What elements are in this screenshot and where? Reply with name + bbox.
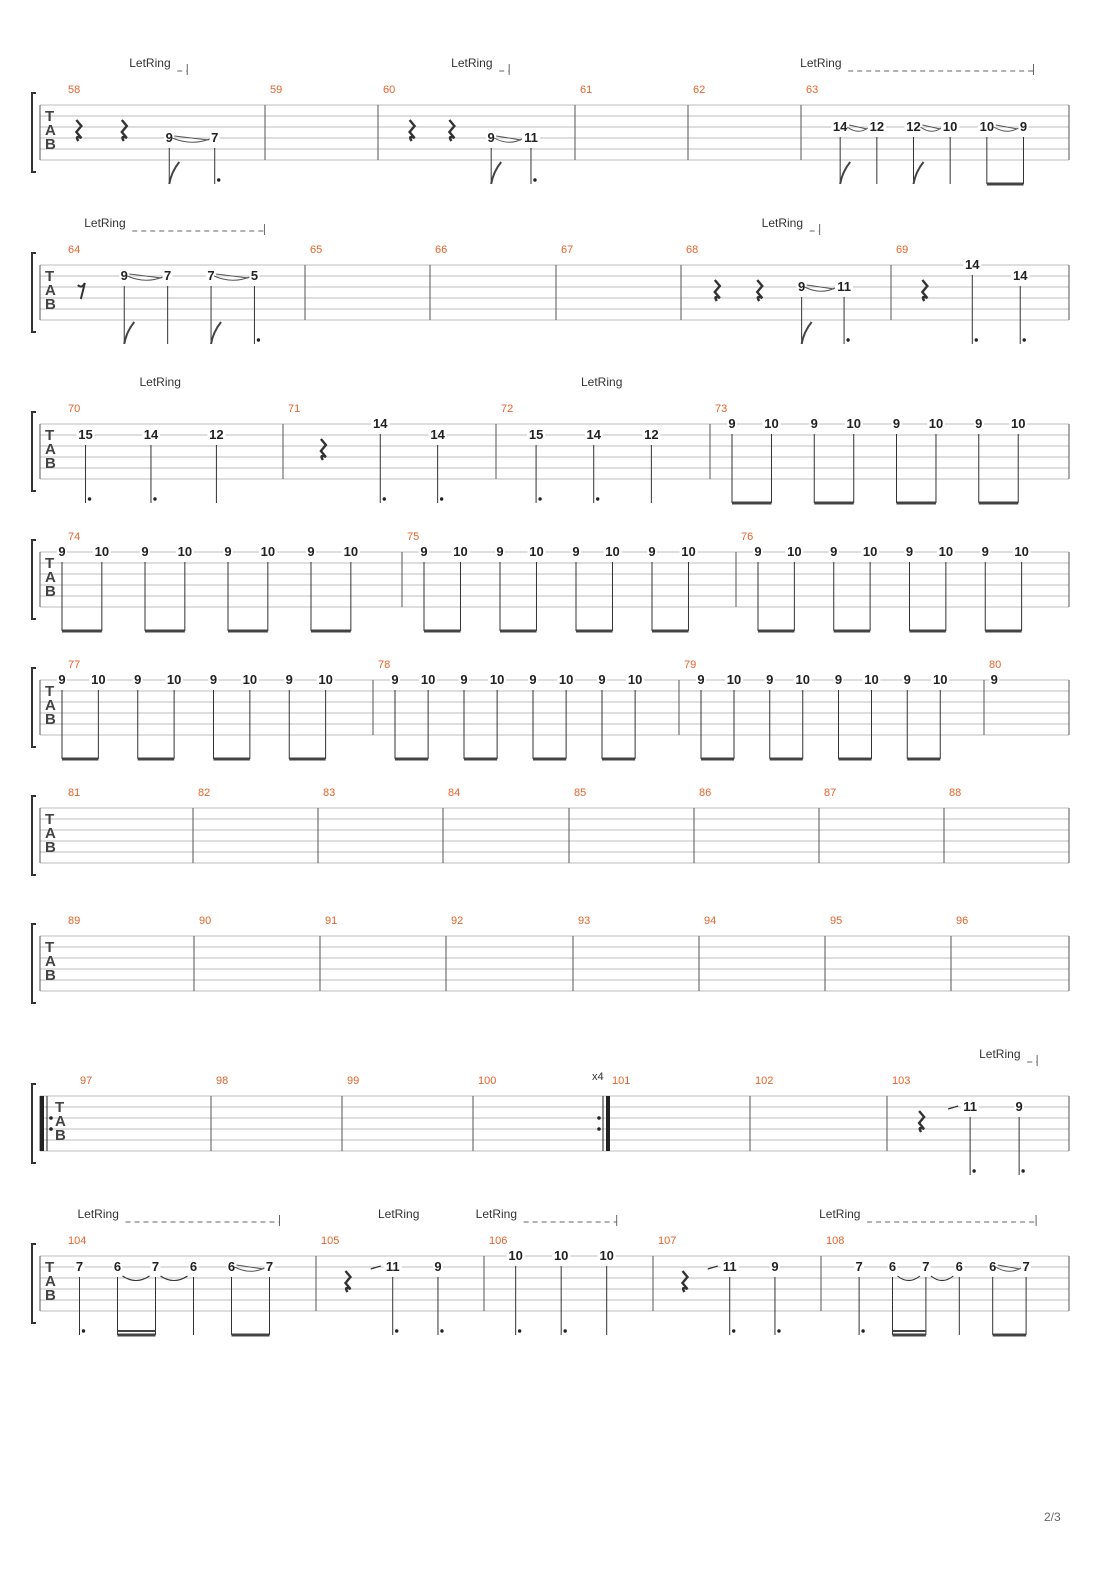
slide-arc	[921, 127, 942, 131]
tab-clef-letter: T	[45, 1259, 55, 1276]
fret-number: 7	[922, 1259, 930, 1274]
tab-clef-letter: T	[45, 939, 55, 956]
duration-dot	[861, 1329, 864, 1332]
tab-clef-letter: T	[45, 683, 55, 700]
tab-clef-letter: B	[45, 1287, 56, 1304]
eighth-flag	[169, 162, 179, 184]
duration-dot	[153, 497, 156, 500]
duration-dot	[440, 497, 443, 500]
fret-number: 9	[766, 672, 774, 687]
fret-number: 10	[242, 672, 258, 687]
measure-number: 81	[68, 787, 81, 799]
fret-number: 9	[830, 544, 838, 559]
duration-dot	[82, 1329, 85, 1332]
fret-number: 9	[598, 672, 606, 687]
measure-number: 75	[407, 531, 420, 543]
fret-number: 12	[209, 427, 224, 442]
fret-number: 6	[989, 1259, 997, 1274]
fret-number: 9	[990, 672, 998, 687]
system-bracket	[32, 796, 36, 875]
fret-number: 14	[373, 416, 388, 431]
tab-clef-letter: A	[45, 122, 56, 139]
fret-number: 10	[764, 416, 779, 431]
quarter-rest	[757, 280, 762, 301]
fret-number: 10	[928, 416, 944, 431]
fret-number: 6	[888, 1259, 897, 1274]
duration-dot	[217, 178, 220, 181]
fret-number: 11	[524, 130, 538, 145]
fret-number: 9	[981, 544, 989, 559]
fret-number: 9	[134, 672, 142, 687]
duration-dot	[395, 1329, 398, 1332]
fret-number: 10	[508, 1248, 523, 1263]
fret-number: 9	[58, 672, 66, 687]
repeat-dot	[49, 1116, 53, 1120]
letring-label: LetRing	[581, 375, 623, 389]
fret-number: 14	[832, 119, 848, 134]
fret-number: 9	[120, 268, 128, 283]
fret-number: 10	[343, 544, 359, 559]
fret-number: 6	[955, 1259, 963, 1274]
quarter-rest	[122, 120, 127, 141]
fret-number: 10	[938, 544, 954, 559]
fret-number: 10	[529, 544, 544, 559]
measure-number: 84	[448, 787, 461, 799]
measure-number: 78	[378, 659, 391, 671]
eighth-rest	[78, 283, 85, 299]
fret-number: 10	[558, 672, 574, 687]
measure-number: 82	[198, 787, 211, 799]
slide-arc	[494, 138, 522, 142]
measure-number: 86	[699, 787, 712, 799]
fret-number: 9	[529, 672, 537, 687]
letring-label: LetRing	[451, 56, 493, 70]
fret-number: 10	[453, 544, 468, 559]
measure-number: 88	[949, 787, 962, 799]
fret-number: 9	[434, 1259, 442, 1274]
tab-clef-letter: A	[55, 1113, 66, 1130]
tab-clef-letter: A	[45, 697, 56, 714]
fret-number: 9	[460, 672, 468, 687]
fret-number: 10	[260, 544, 276, 559]
duration-dot	[563, 1329, 566, 1332]
duration-dot	[538, 497, 541, 500]
system-bracket	[32, 1084, 36, 1163]
duration-dot	[777, 1329, 780, 1332]
letring-label: LetRing	[129, 56, 171, 70]
duration-dot	[846, 338, 849, 341]
fret-number: 5	[250, 268, 259, 283]
fret-number: 10	[787, 544, 802, 559]
fret-number: 10	[91, 672, 106, 687]
fret-number: 14	[143, 427, 159, 442]
fret-number: 14	[586, 427, 601, 442]
tab-clef-letter: A	[45, 953, 56, 970]
measure-number: 69	[896, 244, 909, 256]
tab-clef-letter: B	[45, 967, 56, 984]
fret-number: 14	[430, 427, 445, 442]
letring-label: LetRing	[139, 375, 181, 389]
fret-number: 10	[166, 672, 182, 687]
measure-number: 68	[686, 244, 699, 256]
fret-number: 9	[1019, 119, 1028, 134]
fret-number: 9	[810, 416, 818, 431]
quarter-rest	[321, 439, 326, 460]
measure-number: 104	[68, 1235, 87, 1247]
tab-clef-letter: T	[45, 108, 55, 125]
eighth-flag	[914, 162, 924, 184]
fret-number: 10	[795, 672, 810, 687]
tab-clef-letter: A	[45, 441, 56, 458]
measure-number: 79	[684, 659, 697, 671]
fret-number: 10	[489, 672, 505, 687]
measure-number: 59	[270, 84, 283, 96]
measure-number: 73	[715, 403, 728, 415]
fret-number: 9	[496, 544, 504, 559]
fret-number: 9	[572, 544, 580, 559]
slide-arc	[805, 287, 835, 291]
measure-number: 71	[288, 403, 301, 415]
measure-number: 105	[321, 1235, 340, 1247]
eighth-flag	[840, 162, 850, 184]
measure-number: 62	[693, 84, 706, 96]
fret-number: 9	[307, 544, 315, 559]
measure-number: 83	[323, 787, 336, 799]
system-bracket	[32, 540, 36, 619]
fret-number: 14	[1012, 268, 1028, 283]
fret-number: 9	[905, 544, 914, 559]
measure-number: 67	[561, 244, 574, 256]
letring-label: LetRing	[800, 56, 842, 70]
repeat-dot	[597, 1116, 601, 1120]
measure-number: 61	[580, 84, 593, 96]
fret-number: 10	[864, 672, 879, 687]
duration-dot	[1023, 338, 1026, 341]
quarter-rest	[345, 1271, 350, 1292]
tab-clef-letter: T	[45, 555, 55, 572]
fret-number: 9	[165, 130, 173, 145]
duration-dot	[1021, 1169, 1024, 1172]
fret-number: 9	[754, 544, 762, 559]
fret-number: 10	[553, 1248, 569, 1263]
fret-number: 9	[1015, 1099, 1023, 1114]
fret-number: 10	[318, 672, 333, 687]
slide-arc	[172, 138, 209, 142]
measure-number: 72	[501, 403, 514, 415]
fret-number: 7	[265, 1259, 274, 1274]
tab-clef-letter: B	[55, 1127, 66, 1144]
system-bracket	[32, 93, 36, 172]
fret-number: 11	[963, 1099, 977, 1114]
tab-clef-letter: B	[45, 136, 56, 153]
measure-number: 87	[824, 787, 837, 799]
fret-number: 7	[1022, 1259, 1030, 1274]
fret-number: 9	[771, 1259, 779, 1274]
quarter-rest	[449, 120, 454, 141]
measure-number: 95	[830, 915, 843, 927]
fret-number: 15	[78, 427, 93, 442]
eighth-flag	[211, 322, 221, 344]
duration-dot	[88, 497, 91, 500]
measure-number: 64	[68, 244, 81, 256]
eighth-flag	[491, 162, 501, 184]
fret-number: 10	[846, 416, 861, 431]
fret-number: 9	[728, 416, 736, 431]
measure-number: 70	[68, 403, 81, 415]
measure-number: 101	[612, 1075, 631, 1087]
measure-number: 89	[68, 915, 81, 927]
measure-number: 102	[755, 1075, 774, 1087]
fret-number: 9	[285, 672, 293, 687]
quarter-rest	[682, 1271, 687, 1292]
measure-number: 94	[704, 915, 717, 927]
measure-number: 85	[574, 787, 587, 799]
page-number: 2/3	[1044, 1510, 1061, 1524]
measure-number: 77	[68, 659, 81, 671]
tab-clef-letter: B	[45, 711, 56, 728]
fret-number: 10	[979, 119, 995, 134]
tab-clef-letter: T	[45, 268, 55, 285]
measure-number: 93	[578, 915, 591, 927]
tab-clef-letter: A	[45, 1273, 56, 1290]
tab-clef-letter: A	[45, 825, 56, 842]
tab-clef-letter: B	[45, 296, 56, 313]
fret-number: 12	[869, 119, 885, 134]
quarter-rest	[919, 1111, 924, 1132]
fret-number: 9	[648, 544, 656, 559]
quarter-rest	[76, 120, 81, 141]
fret-number: 9	[975, 416, 983, 431]
measure-number: 108	[826, 1235, 845, 1247]
tab-clef-letter: T	[55, 1099, 65, 1116]
repeat-count-label: x4	[592, 1071, 604, 1083]
letring-label: LetRing	[77, 1207, 119, 1221]
fret-number: 10	[177, 544, 193, 559]
measure-number: 107	[658, 1235, 677, 1247]
fret-number: 12	[906, 119, 921, 134]
fret-number: 10	[1010, 416, 1026, 431]
measure-number: 90	[199, 915, 212, 927]
fret-number: 10	[933, 672, 948, 687]
fret-number: 10	[681, 544, 696, 559]
fret-number: 10	[726, 672, 742, 687]
fret-number: 7	[164, 268, 172, 283]
slide-arc	[996, 1267, 1021, 1271]
measure-number: 97	[80, 1075, 93, 1087]
measure-number: 58	[68, 84, 81, 96]
duration-dot	[596, 497, 599, 500]
fret-number: 9	[892, 416, 901, 431]
repeat-dot	[49, 1127, 53, 1131]
slide-arc	[235, 1267, 265, 1271]
tab-clef-letter: B	[45, 455, 56, 472]
measure-number: 103	[892, 1075, 911, 1087]
fret-number: 10	[599, 1248, 614, 1263]
duration-dot	[257, 338, 260, 341]
fret-number: 9	[697, 672, 705, 687]
measure-number: 65	[310, 244, 323, 256]
fret-number: 7	[855, 1259, 863, 1274]
measure-number: 76	[741, 531, 754, 543]
system-bracket	[32, 1244, 36, 1323]
fret-number: 6	[113, 1259, 122, 1274]
fret-number: 15	[528, 427, 544, 442]
letring-label: LetRing	[378, 1207, 420, 1221]
measure-number: 91	[325, 915, 338, 927]
measure-number: 100	[478, 1075, 497, 1087]
repeat-start-thick-bar	[40, 1096, 44, 1151]
system-bracket	[32, 253, 36, 332]
fret-number: 9	[141, 544, 149, 559]
measure-number: 92	[451, 915, 464, 927]
fret-number: 9	[209, 672, 218, 687]
measure-number: 66	[435, 244, 448, 256]
fret-number: 9	[834, 672, 843, 687]
fret-number: 6	[189, 1259, 198, 1274]
measure-number: 74	[68, 531, 81, 543]
repeat-end-thick-bar	[606, 1096, 610, 1151]
duration-dot	[533, 178, 536, 181]
measure-number: 80	[989, 659, 1002, 671]
fret-number: 11	[722, 1259, 737, 1274]
duration-dot	[975, 338, 978, 341]
fret-number: 14	[965, 257, 980, 272]
slide-arc	[214, 276, 249, 280]
quarter-rest	[922, 280, 927, 301]
letring-label: LetRing	[819, 1207, 861, 1221]
slide-arc	[127, 276, 162, 280]
system-bracket	[32, 412, 36, 491]
fret-number: 6	[227, 1259, 236, 1274]
duration-dot	[518, 1329, 521, 1332]
fret-number: 10	[1014, 544, 1029, 559]
fret-number: 12	[644, 427, 659, 442]
letring-label: LetRing	[84, 216, 126, 230]
eighth-flag	[124, 322, 134, 344]
fret-number: 9	[903, 672, 911, 687]
quarter-rest	[410, 120, 415, 141]
tab-clef-letter: B	[45, 583, 56, 600]
fret-number: 10	[627, 672, 643, 687]
tab-clef-letter: A	[45, 569, 56, 586]
duration-dot	[972, 1169, 975, 1172]
fret-number: 9	[224, 544, 232, 559]
fret-number: 11	[385, 1259, 400, 1274]
letring-label: LetRing	[979, 1047, 1021, 1061]
duration-dot	[732, 1329, 735, 1332]
tab-clef-letter: A	[45, 282, 56, 299]
fret-number: 7	[75, 1259, 84, 1274]
tab-clef-letter: T	[45, 811, 55, 828]
fret-number: 9	[420, 544, 428, 559]
letring-label: LetRing	[761, 216, 804, 230]
measure-number: 99	[347, 1075, 360, 1087]
slide-arc	[847, 127, 868, 131]
measure-number: 106	[489, 1235, 508, 1247]
fret-number: 7	[151, 1259, 160, 1274]
eighth-flag	[802, 322, 812, 344]
measure-number: 96	[956, 915, 969, 927]
duration-dot	[440, 1329, 443, 1332]
fret-number: 9	[58, 544, 66, 559]
fret-number: 7	[207, 268, 215, 283]
system-bracket	[32, 668, 36, 747]
measure-number: 63	[806, 84, 819, 96]
fret-number: 7	[211, 130, 219, 145]
fret-number: 11	[837, 279, 851, 294]
quarter-rest	[715, 280, 720, 301]
fret-number: 10	[862, 544, 878, 559]
fret-number: 10	[420, 672, 436, 687]
duration-dot	[383, 497, 386, 500]
fret-number: 10	[94, 544, 110, 559]
fret-number: 10	[605, 544, 620, 559]
fret-number: 10	[942, 119, 958, 134]
measure-number: 60	[383, 84, 396, 96]
tab-clef-letter: B	[45, 839, 56, 856]
slide-arc	[994, 127, 1019, 131]
fret-number: 9	[487, 130, 495, 145]
repeat-dot	[597, 1127, 601, 1131]
fret-number: 9	[391, 672, 399, 687]
measure-number: 98	[216, 1075, 229, 1087]
fret-number: 9	[798, 279, 806, 294]
system-bracket	[32, 924, 36, 1003]
letring-label: LetRing	[475, 1207, 518, 1221]
tab-clef-letter: T	[45, 427, 55, 444]
